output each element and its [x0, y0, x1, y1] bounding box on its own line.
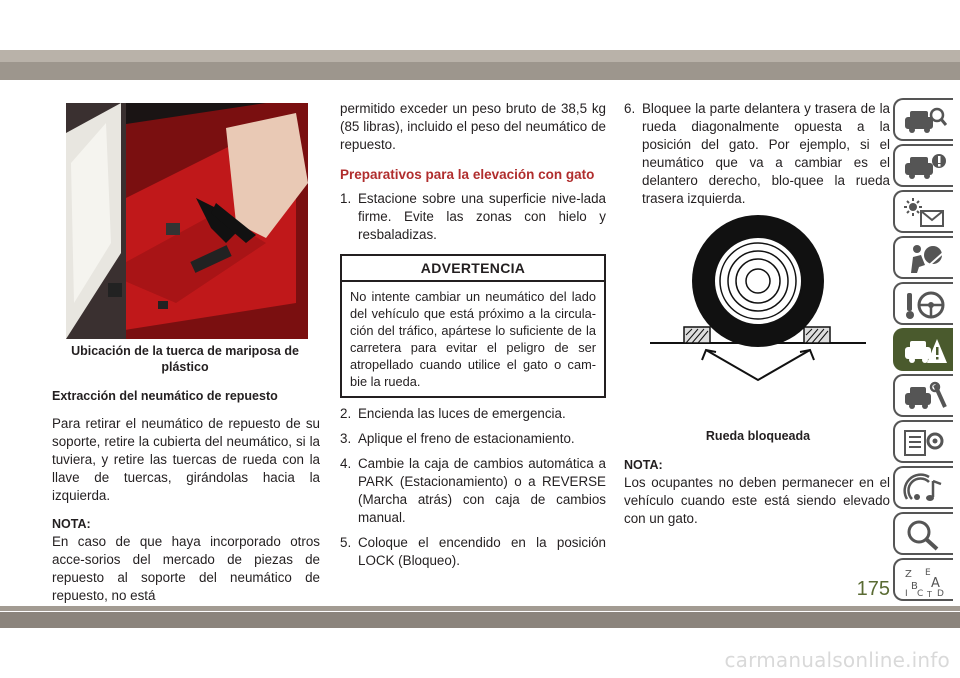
svg-text:I: I	[905, 589, 908, 597]
car-search-icon	[903, 105, 947, 137]
note-label: NOTA:	[624, 458, 663, 472]
step-number: 5.	[340, 535, 352, 550]
svg-text:C: C	[917, 589, 924, 597]
tab-index[interactable]	[893, 558, 953, 601]
list-item	[340, 190, 606, 244]
spare-tire-photo	[66, 103, 308, 339]
alphabet-index-icon	[903, 565, 947, 597]
svg-text:T: T	[927, 590, 932, 597]
note-label: NOTA:	[52, 517, 91, 531]
tab-customer-assistance[interactable]	[893, 512, 953, 555]
airbag-occupant-icon	[903, 243, 947, 275]
tab-multimedia[interactable]	[893, 466, 953, 509]
step-number: 2.	[340, 406, 352, 421]
spare-removal-paragraph: Para retirar el neumático de repuesto de su soporte, retire la cubierta del neumático, si la tuviera, y retire las tuercas de rueda con la llave de tuercas, girándolas hacia la izquierda.	[52, 416, 320, 503]
step-number: 6.	[624, 101, 636, 116]
car-wrench-icon	[903, 381, 947, 413]
blocked-wheel-diagram	[648, 214, 868, 384]
note-text: Los ocupantes no deben permanecer en el vehículo cuando este está siendo elevado con un gato.	[624, 475, 890, 526]
warning-lights-message-icon	[903, 197, 947, 229]
wheel-chock-right	[804, 327, 830, 343]
column-3-note	[624, 456, 890, 528]
tab-in-case-of-emergency[interactable]	[893, 328, 953, 371]
multimedia-note-icon	[903, 473, 947, 505]
tab-servicing[interactable]	[893, 374, 953, 417]
search-icon	[903, 519, 947, 551]
wheel-chock-left	[684, 327, 710, 343]
weight-limit-text: permitido exceder un peso bruto de 38,5 kg (85 libras), incluido el peso del neumático de repuesto.	[340, 101, 606, 152]
step-text: Bloquee la parte delantera y trasera de la rueda diagonalmente opuesta a la posición del gato. Por ejemplo, si el neumático que va a cambiar es el delantero derecho, blo-quee la rueda trasera izquierda.	[642, 101, 890, 206]
tab-specifications[interactable]	[893, 420, 953, 463]
car-warning-triangle-icon	[903, 335, 947, 367]
spare-removal-title: Extracción del neumático de repuesto	[52, 389, 278, 403]
list-item	[340, 455, 606, 527]
warning-box	[340, 254, 606, 398]
list-item	[340, 430, 606, 448]
column-1-text	[52, 387, 320, 605]
list-item	[340, 405, 606, 423]
step-text: Encienda las luces de emergencia.	[358, 406, 566, 421]
column-2-text	[340, 100, 606, 570]
header-stripe-light	[0, 50, 960, 62]
header-stripe-dark	[0, 62, 960, 80]
diagram-caption: Rueda bloqueada	[705, 429, 811, 443]
warning-title: ADVERTENCIA	[342, 256, 604, 282]
chock-arrows	[702, 350, 814, 380]
page-number: 175	[856, 578, 890, 600]
footer-stripe-light	[0, 606, 960, 611]
svg-text:B: B	[911, 581, 918, 592]
svg-text:E: E	[925, 568, 931, 578]
footer-stripe-dark	[0, 612, 960, 628]
tab-starting-operating[interactable]	[893, 282, 953, 325]
steering-wheel-key-icon	[903, 289, 947, 321]
step-number: 4.	[340, 456, 352, 471]
tab-warning-lights[interactable]	[893, 190, 953, 233]
step-text: Coloque el encendido en la posición LOCK (Bloqueo).	[358, 535, 606, 568]
step-text: Cambie la caja de cambios automática a PARK (Estacionamiento) o a REVERSE (Marcha atrás) con caja de cambios manual.	[358, 456, 606, 525]
note-text: En caso de que haya incorporado otros acce-sorios del mercado de piezas de repuesto al soporte del neumático de repuesto, no está	[52, 534, 320, 603]
jacking-preparation-heading: Preparativos para la elevación con gato	[340, 167, 595, 182]
tab-car-search[interactable]	[893, 98, 953, 141]
step-number: 1.	[340, 191, 352, 206]
list-item	[624, 100, 890, 208]
top-margin	[0, 0, 960, 50]
tab-safety[interactable]	[893, 236, 953, 279]
column-3-text	[624, 100, 890, 208]
list-item	[340, 534, 606, 570]
step-text: Aplique el freno de estacionamiento.	[358, 431, 575, 446]
svg-text:Z: Z	[905, 569, 912, 580]
specifications-gear-icon	[903, 427, 947, 459]
step-text: Estacione sobre una superficie nive-lada firme. Evite las zonas con hielo y resbaladizas.	[358, 191, 606, 242]
tab-car-info[interactable]	[893, 144, 953, 187]
car-info-icon	[903, 151, 947, 183]
watermark-text: carmanualsonline.info	[724, 648, 950, 672]
photo-caption: Ubicación de la tuerca de mariposa de plástico	[71, 344, 299, 374]
warning-text: No intente cambiar un neumático del lado del vehículo que está próximo a la circula-ción del tráfico, apártese lo suficiente de la carretera para evitar el peligro de ser atropellado cuando utilice el gato o cam-bie la rueda.	[350, 289, 596, 389]
svg-text:D: D	[937, 589, 944, 597]
svg-text:A: A	[931, 576, 940, 591]
step-number: 3.	[340, 431, 352, 446]
